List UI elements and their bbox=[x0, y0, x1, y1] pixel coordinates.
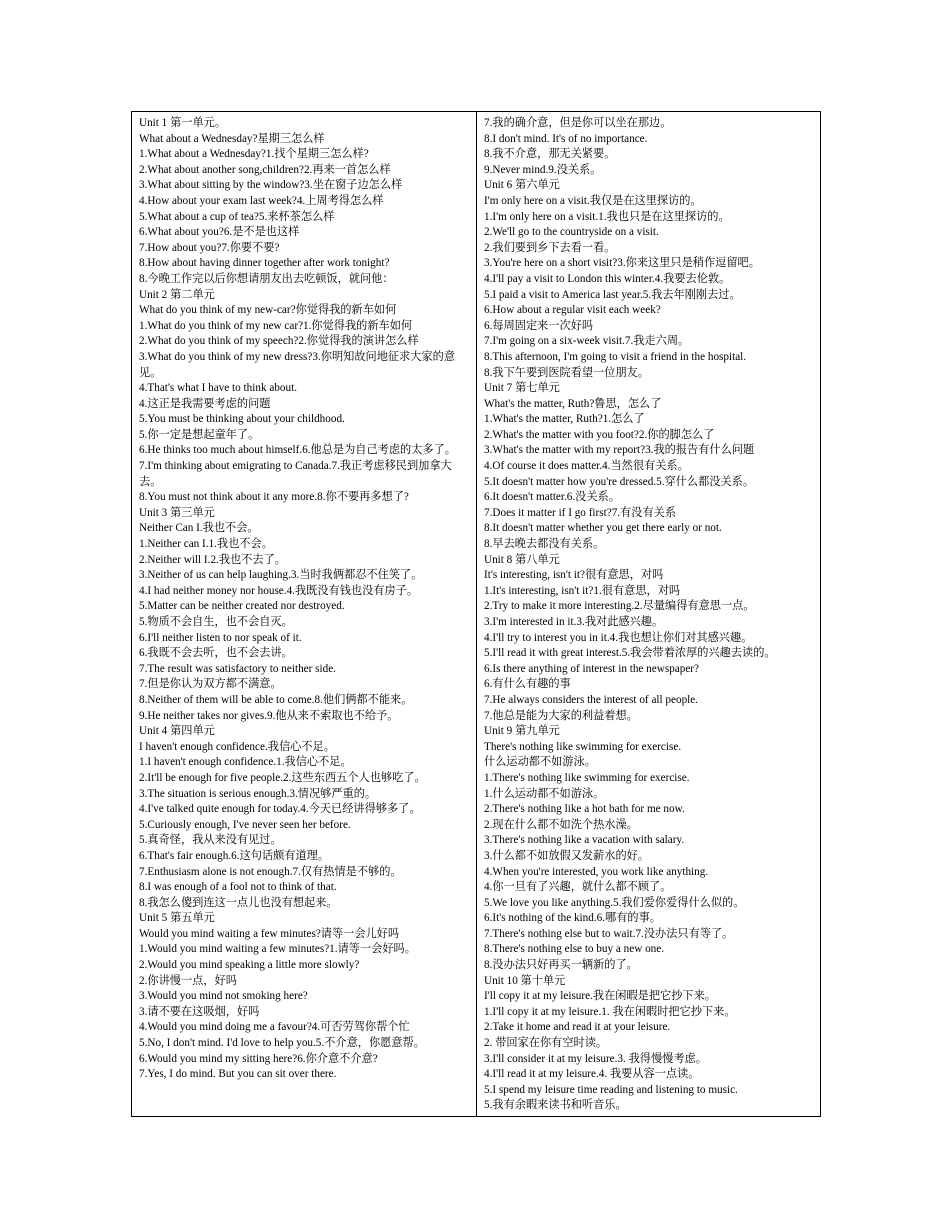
text-line: 5.Matter can be neither created nor destroyed. bbox=[139, 600, 345, 613]
text-line: 3.The situation is serious enough.3.情况够严重的。 bbox=[139, 787, 377, 800]
text-line: 1.What about a Wednesday?1.找个星期三怎么样? bbox=[139, 148, 369, 161]
text-line: 7.How about you?7.你要不要? bbox=[139, 241, 280, 254]
text-line: 4.When you're interested, you work like anything. bbox=[484, 865, 709, 878]
text-line: 7.他总是能为大家的利益着想。 bbox=[484, 709, 638, 722]
text-line: Unit 7 第七单元 bbox=[484, 382, 560, 395]
text-line: 1.I'll copy it at my leisure.1. 我在闲暇时把它抄下来。 bbox=[484, 1005, 736, 1018]
text-line: 8.我不介意，那无关紧要。 bbox=[484, 148, 616, 161]
text-line: 3.You're here on a short visit?3.你来这里只是稍作逗留吧。 bbox=[484, 257, 760, 270]
text-line: 4.How about your exam last week?4.上周考得怎么样 bbox=[139, 194, 384, 207]
text-line: 1.What's the matter, Ruth?1.怎么了 bbox=[484, 413, 645, 426]
text-line: What do you think of my new-car?你觉得我的新车如何 bbox=[139, 304, 397, 317]
text-line: 2.现在什么都不如洗个热水澡。 bbox=[484, 818, 638, 831]
text-line: Unit 9 第九单元 bbox=[484, 725, 560, 738]
text-line: 什么运动都不如游泳。 bbox=[484, 756, 596, 769]
text-line: 6.Would you mind my sitting here?6.你介意不介意? bbox=[139, 1052, 378, 1065]
text-line: 6.How about a regular visit each week? bbox=[484, 304, 661, 317]
text-line: Unit 10 第十单元 bbox=[484, 974, 566, 987]
text-line: It's interesting, isn't it?很有意思，对吗 bbox=[484, 569, 664, 582]
text-line: 6.It doesn't matter.6.没关系。 bbox=[484, 491, 620, 504]
text-line: 9.He neither takes nor gives.9.他从来不索取也不给予。 bbox=[139, 709, 399, 722]
text-line: 3.What about sitting by the window?3.坐在窗子边怎么样 bbox=[139, 179, 403, 192]
text-line: 7.There's nothing else but to wait.7.没办法只有等了。 bbox=[484, 927, 734, 940]
text-line: 6.I'll neither listen to nor speak of it. bbox=[139, 631, 302, 644]
text-line: 1.I'm only here on a visit.1.我也只是在这里探访的。 bbox=[484, 210, 730, 223]
text-line: 2.What's the matter with you foot?2.你的脚怎么了 bbox=[484, 428, 715, 441]
text-line: 4.Of course it does matter.4.当然很有关系。 bbox=[484, 460, 689, 473]
text-line: 8.我怎么傻到连这一点儿也没有想起来。 bbox=[139, 896, 338, 909]
text-line: I haven't enough confidence.我信心不足。 bbox=[139, 740, 335, 753]
text-line: 2.It'll be enough for five people.2.这些东西五个人也够吃了。 bbox=[139, 771, 426, 784]
text-line: 6.It's nothing of the kind.6.哪有的事。 bbox=[484, 912, 661, 925]
text-line: I'm only here on a visit.我仅是在这里探访的。 bbox=[484, 194, 702, 207]
text-line: 1.There's nothing like swimming for exercise. bbox=[484, 771, 690, 784]
text-line: 3.什么都不如放假又发薪水的好。 bbox=[484, 849, 650, 862]
text-line: 3.I'm interested in it.3.我对此感兴趣。 bbox=[484, 616, 664, 628]
text-line: I'll copy it at my leisure.我在闲暇是把它抄下来。 bbox=[484, 990, 716, 1003]
text-line: 6.What about you?6.是不是也这样 bbox=[139, 226, 300, 239]
text-line: 8.今晚工作完以后你想请朋友出去吃顿饭，就问他： bbox=[139, 272, 394, 285]
text-line: 1.What do you think of my new car?1.你觉得我的新车如何 bbox=[139, 319, 413, 332]
right-column bbox=[477, 112, 820, 1116]
text-line: 8.You must not think about it any more.8.你不要再多想了? bbox=[139, 491, 409, 504]
text-line: 2.我们要到乡下去看一看。 bbox=[484, 241, 616, 254]
text-line: 4.I had neither money nor house.4.我既没有钱也没有房子。 bbox=[139, 584, 419, 597]
text-line: What's the matter, Ruth?鲁思，怎么了 bbox=[484, 397, 662, 410]
text-line: 3.I'll consider it at my leisure.3. 我得慢慢考虑。 bbox=[484, 1052, 707, 1065]
text-line: 6.有什么有趣的事 bbox=[484, 678, 571, 691]
text-line: 5.I paid a visit to America last year.5.我去年刚刚去过。 bbox=[484, 288, 741, 301]
text-line: 7.Yes, I do mind. But you can sit over there. bbox=[139, 1068, 337, 1081]
text-line: There's nothing like swimming for exercise. bbox=[484, 740, 682, 753]
text-line: 3.There's nothing like a vacation with salary. bbox=[484, 834, 685, 847]
text-line: 5.Curiously enough, I've never seen her before. bbox=[139, 818, 351, 831]
text-line: 1.Neither can I.1.我也不会。 bbox=[139, 538, 273, 551]
text-line: 5.我有余暇来读书和听音乐。 bbox=[484, 1099, 627, 1112]
text-line: 5.物质不会自生，也不会自灭。 bbox=[139, 616, 293, 628]
text-line: 7.He always considers the interest of all people. bbox=[484, 693, 699, 706]
text-line: 1.什么运动都不如游泳。 bbox=[484, 787, 605, 800]
text-line: 2.Neither will I.2.我也不去了。 bbox=[139, 553, 286, 566]
text-line: 8.我下午要到医院看望一位朋友。 bbox=[484, 366, 650, 379]
text-line: 7.我的确介意，但是你可以坐在那边。 bbox=[484, 117, 672, 129]
text-line: 4.I'll read it at my leisure.4. 我要从容一点读。 bbox=[484, 1068, 700, 1081]
text-line: 2.What about another song,children?2.再来一首怎么样 bbox=[139, 163, 391, 176]
text-line: 8.There's nothing else to buy a new one. bbox=[484, 943, 665, 956]
text-line: 1.Would you mind waiting a few minutes?1.请等一会好吗。 bbox=[139, 943, 416, 956]
text-line: Neither Can I.我也不会。 bbox=[139, 522, 259, 535]
text-line: 8.It doesn't matter whether you get there early or not. bbox=[484, 522, 722, 535]
text-line: 6.Is there anything of interest in the newspaper? bbox=[484, 662, 699, 675]
text-line: Unit 2 第二单元 bbox=[139, 288, 215, 301]
text-line: 8.I don't mind. It's of no importance. bbox=[484, 132, 648, 145]
text-line: 8.没办法只好再买一辆新的了。 bbox=[484, 959, 638, 972]
text-line: 3.请不要在这吸烟，好吗 bbox=[139, 1005, 260, 1018]
text-line: 7.Enthusiasm alone is not enough.7.仅有热情是不够的。 bbox=[139, 865, 402, 878]
text-line: 6.He thinks too much about himself.6.他总是为自己考虑的太多了。 bbox=[139, 444, 456, 457]
text-line: 1.I haven't enough confidence.1.我信心不足。 bbox=[139, 756, 352, 769]
text-line: 5.I'll read it with great interest.5.我会带着浓厚的兴趣去读的。 bbox=[484, 647, 776, 660]
text-line: 2.What do you think of my speech?2.你觉得我的演讲怎么样 bbox=[139, 335, 419, 348]
text-line: 3.Neither of us can help laughing.3.当时我俩都忍不住笑了。 bbox=[139, 569, 423, 582]
text-line: 8.I was enough of a fool not to think of that. bbox=[139, 881, 337, 894]
text-line: 7.I'm thinking about emigrating to Canada.7.我正考虑移民到加拿大去。 bbox=[139, 460, 452, 488]
text-line: 2.Take it home and read it at your leisure. bbox=[484, 1021, 671, 1034]
text-line: Would you mind waiting a few minutes?请等一会儿好吗 bbox=[139, 927, 400, 940]
text-line: 5.No, I don't mind. I'd love to help you.5.不介意，你愿意帮。 bbox=[139, 1037, 425, 1050]
text-line: 2.There's nothing like a hot bath for me now. bbox=[484, 803, 685, 816]
text-line: 2.你讲慢一点，好吗 bbox=[139, 974, 237, 987]
text-line: 5.真奇怪，我从来没有见过。 bbox=[139, 834, 282, 847]
text-line: 8.Neither of them will be able to come.8.他们俩都不能来。 bbox=[139, 693, 413, 706]
text-line: 4.你一旦有了兴趣，就什么都不顾了。 bbox=[484, 881, 672, 894]
text-line: 3.What's the matter with my report?3.我的报告有什么问题 bbox=[484, 444, 755, 457]
text-line: 6.That's fair enough.6.这句话颇有道理。 bbox=[139, 849, 330, 862]
text-line: Unit 6 第六单元 bbox=[484, 179, 560, 192]
text-line: 2.We'll go to the countryside on a visit. bbox=[484, 226, 659, 239]
text-line: Unit 5 第五单元 bbox=[139, 912, 215, 925]
text-line: 9.Never mind.9.没关系。 bbox=[484, 163, 602, 176]
text-line: 4.I'll try to interest you in it.4.我也想让你们对其感兴趣。 bbox=[484, 631, 753, 644]
text-line: 6.我既不会去听，也不会去讲。 bbox=[139, 647, 293, 660]
text-line: 2.Try to make it more interesting.2.尽量编得有意思一点。 bbox=[484, 600, 755, 613]
text-line: 3.What do you think of my new dress?3.你明知故问地征求大家的意见。 bbox=[139, 350, 456, 379]
text-line: 1.It's interesting, isn't it?1.很有意思，对吗 bbox=[484, 584, 681, 597]
text-line: 8.早去晚去都没有关系。 bbox=[484, 538, 605, 551]
text-line: 2.Would you mind speaking a little more slowly? bbox=[139, 959, 360, 972]
text-line: 2. 带回家在你有空时读。 bbox=[484, 1037, 608, 1050]
text-line: 8.This afternoon, I'm going to visit a friend in the hospital. bbox=[484, 350, 747, 363]
text-line: 5.We love you like anything.5.我们爱你爱得什么似的。 bbox=[484, 896, 745, 909]
text-line: Unit 4 第四单元 bbox=[139, 725, 215, 738]
left-column bbox=[132, 112, 477, 1116]
text-line: 5.你一定是想起童年了。 bbox=[139, 428, 260, 441]
text-line: 5.It doesn't matter how you're dressed.5.穿什么都没关系。 bbox=[484, 475, 755, 488]
text-line: 7.The result was satisfactory to neither side. bbox=[139, 662, 336, 675]
document-table bbox=[131, 111, 821, 1117]
text-line: 5.I spend my leisure time reading and listening to music. bbox=[484, 1083, 738, 1096]
text-line: 8.How about having dinner together after work tonight? bbox=[139, 257, 390, 270]
text-line: 5.You must be thinking about your childhood. bbox=[139, 413, 345, 426]
text-line: 5.What about a cup of tea?5.来杯茶怎么样 bbox=[139, 210, 335, 223]
text-line: Unit 3 第三单元 bbox=[139, 506, 215, 519]
text-line: 7.I'm going on a six-week visit.7.我走六周。 bbox=[484, 335, 690, 348]
text-line: 3.Would you mind not smoking here? bbox=[139, 990, 308, 1003]
text-line: Unit 1 第一单元。 bbox=[139, 117, 227, 129]
text-line: 4.Would you mind doing me a favour?4.可否劳驾你帮个忙 bbox=[139, 1021, 410, 1034]
text-line: 4.I'll pay a visit to London this winter.4.我要去伦敦。 bbox=[484, 272, 731, 285]
text-line: 6.每周固定来一次好吗 bbox=[484, 319, 594, 332]
text-line: 7.Does it matter if I go first?7.有没有关系 bbox=[484, 506, 677, 519]
text-line: Unit 8 第八单元 bbox=[484, 553, 560, 566]
text-line: What about a Wednesday?星期三怎么样 bbox=[139, 132, 325, 145]
text-line: 7.但是你认为双方都不满意。 bbox=[139, 678, 282, 691]
text-line: 4.这正是我需要考虑的问题 bbox=[139, 397, 271, 410]
text-line: 4.I've talked quite enough for today.4.今天已经讲得够多了。 bbox=[139, 803, 421, 816]
text-line: 4.That's what I have to think about. bbox=[139, 382, 297, 395]
